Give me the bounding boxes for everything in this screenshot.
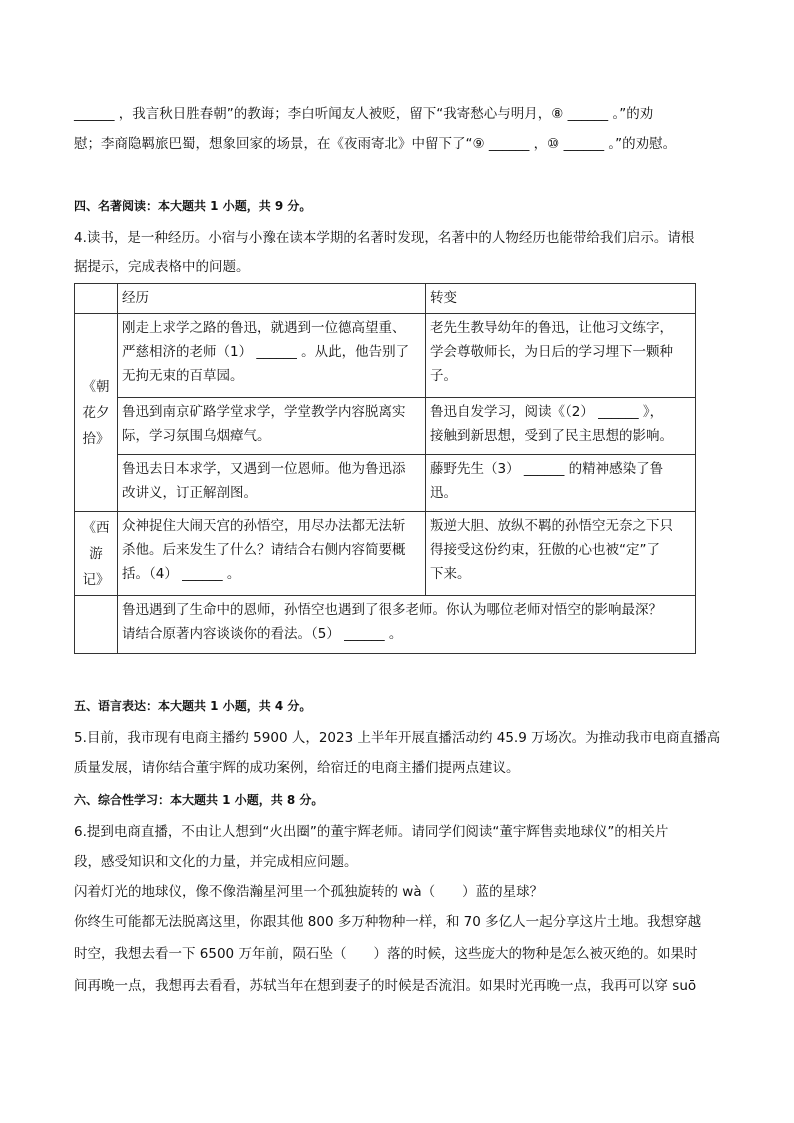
experience-cell xyxy=(118,455,426,512)
cell-line: 括。（4） ______ 。 xyxy=(122,566,241,582)
question6-line-1: 6.提到电商直播，不由让人想到“火出圈”的董宇辉老师。请同学们阅读“董宇辉售卖地球仪”的相关片 xyxy=(74,824,669,840)
cell-line: 老先生教导幼年的鲁迅，让他习文练字， xyxy=(430,320,673,336)
cell-line: 杀他。后来发生了什么？请结合右侧内容简要概 xyxy=(122,542,406,558)
cell-line: 鲁迅自发学习，阅读《（2） ______ 》， xyxy=(430,404,664,420)
table-row xyxy=(75,398,696,455)
section6-heading: 六、综合性学习：本大题共 1 小题，共 8 分。 xyxy=(74,793,324,807)
cell-line: 迅。 xyxy=(430,485,457,501)
book-xiyouji xyxy=(75,512,118,596)
table-row xyxy=(75,314,696,398)
change-cell xyxy=(426,314,696,398)
header-change: 转变 xyxy=(426,284,696,314)
question5-line-1: 5.目前，我市现有电商主播约 5900 人，2023 上半年开展直播活动约 45.9 万场次。为推动我市电商直播高 xyxy=(74,730,721,746)
experience-cell xyxy=(118,398,426,455)
poem-fill-line-1: ______ ，我言秋日胜春朝”的教诲；李白听闻友人被贬，留下“我寄愁心与明月，⑧ ______ 。”的劝 xyxy=(74,106,654,122)
section4-heading: 四、名著阅读：本大题共 1 小题，共 9 分。 xyxy=(74,199,312,213)
cell-line: 际，学习氛围乌烟瘴气。 xyxy=(122,428,271,444)
question6-line-2: 段，感受知识和文化的力量，并完成相应问题。 xyxy=(74,854,358,870)
header-blank-cell xyxy=(75,284,118,314)
cell-line: 改讲义，订正解剖图。 xyxy=(122,485,257,501)
cell-line: 藤野先生（3） ______ 的精神感染了鲁 xyxy=(430,461,664,477)
book-title-line: 记》 xyxy=(82,571,110,588)
cell-line: 下来。 xyxy=(430,566,471,582)
passage-paragraph-2-line-1: 你终生可能都无法脱离这里，你跟其他 800 多万种物种一样，和 70 多亿人一起分享这片土地。我想穿越 xyxy=(74,914,702,930)
classics-table xyxy=(74,283,696,654)
change-cell xyxy=(426,455,696,512)
experience-cell xyxy=(118,314,426,398)
table-header-row xyxy=(75,284,696,314)
cell-line: 严慈相济的老师（1） ______ 。从此，他告别了 xyxy=(122,344,410,360)
book-title-line: 花夕 xyxy=(82,404,110,421)
cell-line: 请结合原著内容谈谈你的看法。（5） ______ 。 xyxy=(122,626,403,642)
final-row-blank-cell xyxy=(75,596,118,654)
passage-paragraph-2-line-2: 时空，我想去看一下 6500 万年前，陨石坠（ ）落的时候，这些庞大的物种是怎么被灭绝的。如果时 xyxy=(74,946,698,962)
book-zhaohua-xishi xyxy=(75,314,118,512)
cell-line: 子。 xyxy=(430,368,457,384)
cell-line: 接触到新思想，受到了民主思想的影响。 xyxy=(430,428,673,444)
table-row xyxy=(75,455,696,512)
book-title-line: 拾》 xyxy=(82,430,110,447)
final-question-cell xyxy=(118,596,696,654)
cell-line: 鲁迅遇到了生命中的恩师，孙悟空也遇到了很多老师。你认为哪位老师对悟空的影响最深？ xyxy=(122,602,662,618)
cell-line: 叛逆大胆、放纵不羁的孙悟空无奈之下只 xyxy=(430,518,673,534)
book-title-line: 《朝 xyxy=(82,378,110,395)
cell-line: 鲁迅去日本求学，又遇到一位恩师。他为鲁迅添 xyxy=(122,461,406,477)
change-cell xyxy=(426,398,696,455)
passage-paragraph-2-line-3: 间再晚一点，我想再去看看，苏轼当年在想到妻子的时候是否流泪。如果时光再晚一点，我再可以穿 suō xyxy=(74,978,697,994)
table-row xyxy=(75,596,696,654)
table-row xyxy=(75,512,696,596)
poem-fill-line-2: 慰；李商隐羁旅巴蜀，想象回家的场景，在《夜雨寄北》中留下了“⑨ ______ ，⑩ ______ 。”的劝慰。 xyxy=(74,136,677,152)
passage-paragraph-1: 闪着灯光的地球仪，像不像浩瀚星河里一个孤独旋转的 wà（ ）蓝的星球？ xyxy=(74,884,544,900)
cell-line: 学会尊敬师长，为日后的学习埋下一颗种 xyxy=(430,344,673,360)
cell-line: 得接受这份约束，狂傲的心也被“定”了 xyxy=(430,542,660,558)
book-title-line: 游 xyxy=(89,545,103,562)
cell-line: 众神捉住大闹天宫的孙悟空，用尽办法都无法斩 xyxy=(122,518,406,534)
experience-cell xyxy=(118,512,426,596)
change-cell xyxy=(426,512,696,596)
cell-line: 刚走上求学之路的鲁迅，就遇到一位德高望重、 xyxy=(122,320,406,336)
section5-heading: 五、语言表达：本大题共 1 小题，共 4 分。 xyxy=(74,699,312,713)
header-experience: 经历 xyxy=(118,284,426,314)
cell-line: 鲁迅到南京矿路学堂求学，学堂教学内容脱离实 xyxy=(122,404,406,420)
cell-line: 无拘无束的百草园。 xyxy=(122,368,244,384)
book-title-line: 《西 xyxy=(82,519,110,536)
question5-line-2: 质量发展，请你结合董宇辉的成功案例，给宿迁的电商主播们提两点建议。 xyxy=(74,760,520,776)
question4-line-1: 4.读书，是一种经历。小宿与小豫在读本学期的名著时发现，名著中的人物经历也能带给我们启示。请根 xyxy=(74,230,695,246)
question4-line-2: 据提示，完成表格中的问题。 xyxy=(74,259,250,275)
